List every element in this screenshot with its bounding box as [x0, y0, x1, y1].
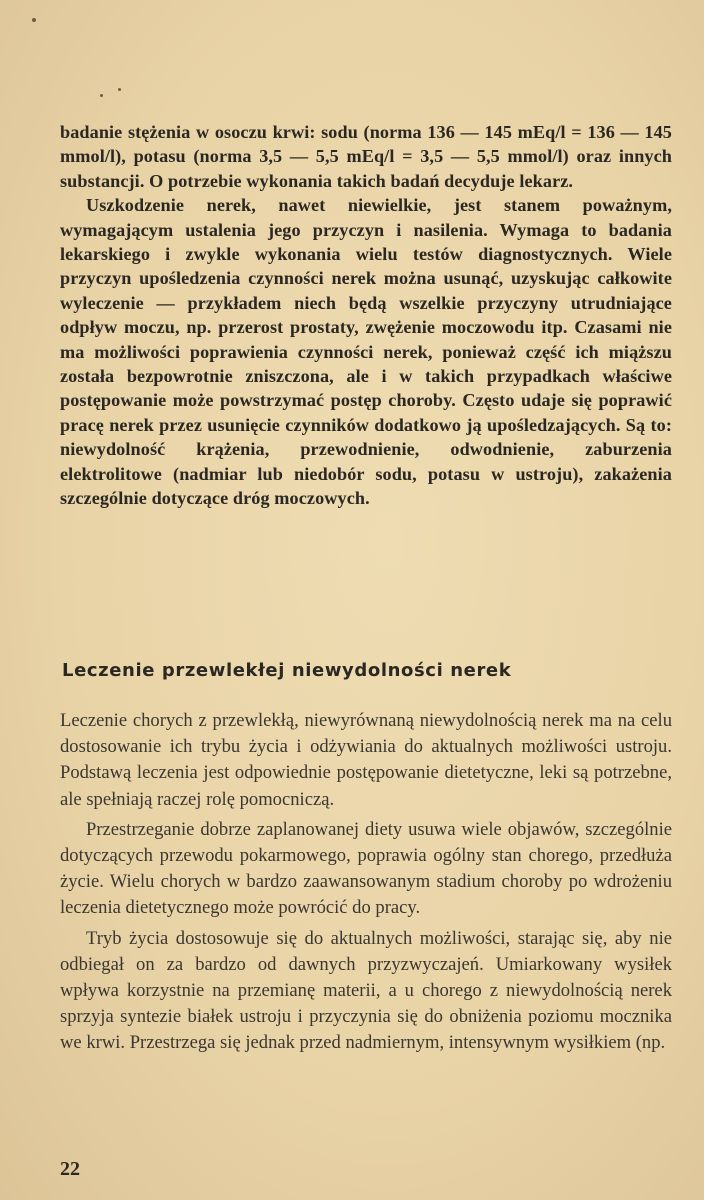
paragraph: Leczenie chorych z przewlekłą, niewyrównaną niewydolnością nerek ma na celu dostosowanie ich trybu życia i odżywiania do aktualnych możliwości ustroju. Podstawą leczenia jest odpowiednie postępowanie dietetyczne, leki są potrzebne, ale spełniają raczej rolę pomocniczą.	[60, 710, 672, 810]
paragraph: Przestrzeganie dobrze zaplanowanej diety usuwa wiele objawów, szczególnie dotyczących przewodu pokarmowego, poprawia ogólny stan chorego, przedłuża życie. Wielu chorych w bardzo zaawansowanym stadium choroby po wdrożeniu leczenia dietetycznego może powrócić do pracy.	[60, 818, 672, 919]
paragraph: Uszkodzenie nerek, nawet niewielkie, jest stanem poważnym, wymagającym ustalenia jego przyczyn i nasilenia. Wymaga to badania lekarskiego i zwykle wykonania wielu testów diagnostycznych. Wiele przyczyn upośledzenia czynności nerek można usunąć, uzyskując całkowite wyleczenie — przykładem niech będą wszelkie przyczyny utrudniające odpływ moczu, np. przerost prostaty, zwężenie moczowodu itp. Czasami nie ma możliwości poprawienia czynności nerek, ponieważ część ich miąższu została bezpowrotnie zniszczona, ale i w takich przypadkach właściwe postępowanie może powstrzymać postęp choroby. Często udaje się poprawić pracę nerek przez usunięcie czynników dodatkowo ją upośledzających. Są to: niewydolność krążenia, przewodnienie, odwodnienie, zaburzenia elektrolitowe (nadmiar lub niedobór sodu, potasu w ustroju), zakażenia szczególnie dotyczące dróg moczowych.	[60, 195, 672, 509]
top-text-block	[60, 120, 672, 511]
paragraph: badanie stężenia w osoczu krwi: sodu (norma 136 — 145 mEq/l = 136 — 145 mmol/l), potasu (norma 3,5 — 5,5 mEq/l = 3,5 — 5,5 mmol/l) oraz innych substancji. O potrzebie wykonania takich badań decyduje lekarz.	[60, 122, 672, 191]
paragraph: Tryb życia dostosowuje się do aktualnych możliwości, starając się, aby nie odbiegał on za bardzo od dawnych przyzwyczajeń. Umiarkowany wysiłek wpływa korzystnie na przemianę materii, a u chorego z niewydolnością nerek sprzyja syntezie białek ustroju i przyczynia się do obniżenia poziomu mocznika we krwi. Przestrzega się jednak przed nadmiernym, intensywnym wysiłkiem (np.	[60, 927, 672, 1054]
section-heading: Leczenie przewlekłej niewydolności nerek	[62, 660, 512, 681]
print-speck	[32, 18, 36, 22]
section-body	[60, 708, 672, 1057]
print-speck	[118, 88, 121, 91]
page-number: 22	[60, 1158, 80, 1180]
print-speck	[100, 94, 103, 97]
